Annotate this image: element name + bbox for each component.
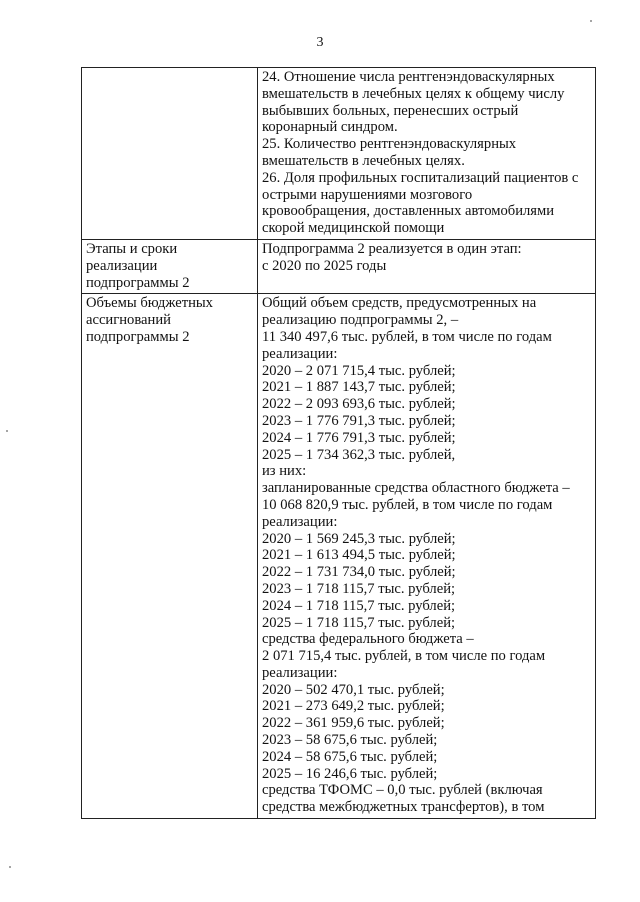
- text-line: вмешательств в лечебных целях.: [262, 152, 465, 169]
- text-line: реализацию подпрограммы 2, –: [262, 312, 459, 329]
- text-line: 2020 – 2 071 715,4 тыс. рублей;: [262, 362, 456, 379]
- text-line: Этапы и сроки: [86, 240, 178, 257]
- text-line: подпрограммы 2: [86, 328, 190, 345]
- text-line: вмешательств в лечебных целях к общему числу: [262, 85, 565, 102]
- text-line: 2023 – 58 675,6 тыс. рублей;: [262, 732, 438, 749]
- text-line: Подпрограмма 2 реализуется в один этап:: [262, 240, 522, 257]
- text-line: 2020 – 502 470,1 тыс. рублей;: [262, 681, 445, 698]
- passport-table: [81, 67, 596, 819]
- row-label-cell: [82, 239, 258, 293]
- scan-speck: [590, 20, 592, 22]
- scan-speck: [9, 866, 11, 868]
- text-line: 2024 – 58 675,6 тыс. рублей;: [262, 748, 438, 765]
- text-line: 26. Доля профильных госпитализаций пациентов с: [262, 169, 579, 186]
- text-line: 2021 – 273 649,2 тыс. рублей;: [262, 698, 445, 715]
- text-line: 2023 – 1 776 791,3 тыс. рублей;: [262, 412, 456, 429]
- text-line: реализации:: [262, 664, 338, 681]
- text-line: 2023 – 1 718 115,7 тыс. рублей;: [262, 580, 456, 597]
- text-line: 2025 – 1 734 362,3 тыс. рублей,: [262, 446, 456, 463]
- text-line: 2022 – 361 959,6 тыс. рублей;: [262, 715, 445, 732]
- page-number: 3: [316, 35, 324, 50]
- text-line: Общий объем средств, предусмотренных на: [262, 295, 537, 312]
- text-line: 2022 – 2 093 693,6 тыс. рублей;: [262, 396, 456, 413]
- text-line: с 2020 по 2025 годы: [262, 257, 387, 274]
- text-line: 2024 – 1 776 791,3 тыс. рублей;: [262, 429, 456, 446]
- scan-speck: [6, 430, 8, 432]
- text-line: средства федерального бюджета –: [262, 631, 474, 648]
- text-line: реализации:: [262, 513, 338, 530]
- text-line: из них:: [262, 463, 307, 480]
- table-row: [82, 68, 596, 240]
- text-line: 2021 – 1 613 494,5 тыс. рублей;: [262, 547, 456, 564]
- passport-table-body: [82, 68, 596, 819]
- text-line: 2025 – 1 718 115,7 тыс. рублей;: [262, 614, 456, 631]
- text-line: Объемы бюджетных: [86, 295, 213, 312]
- text-line: острыми нарушениями мозгового: [262, 186, 473, 203]
- text-line: средства ТФОМС – 0,0 тыс. рублей (включая: [262, 782, 543, 799]
- text-line: 2 071 715,4 тыс. рублей, в том числе по годам: [262, 648, 546, 665]
- row-content-cell: [258, 239, 596, 293]
- text-line: выбывших больных, перенесших острый: [262, 102, 519, 119]
- text-line: коронарный синдром.: [262, 119, 398, 136]
- text-line: средства межбюджетных трансфертов), в том: [262, 799, 545, 816]
- row-label-cell: [82, 294, 258, 819]
- text-line: запланированные средства областного бюджета –: [262, 480, 570, 497]
- row-content-cell: [258, 68, 596, 240]
- row-content-cell: [258, 294, 596, 819]
- text-line: 2021 – 1 887 143,7 тыс. рублей;: [262, 379, 456, 396]
- text-line: ассигнований: [86, 312, 171, 329]
- text-line: 2022 – 1 731 734,0 тыс. рублей;: [262, 564, 456, 581]
- text-line: 10 068 820,9 тыс. рублей, в том числе по годам: [262, 496, 553, 513]
- text-line: 2025 – 16 246,6 тыс. рублей;: [262, 765, 438, 782]
- text-line: 2024 – 1 718 115,7 тыс. рублей;: [262, 597, 456, 614]
- row-label-cell: [82, 68, 258, 240]
- text-line: 24. Отношение числа рентгенэндоваскулярных: [262, 69, 555, 85]
- text-line: реализации: [86, 257, 158, 274]
- table-row: [82, 239, 596, 293]
- text-line: кровообращения, доставленных автомобилями: [262, 203, 555, 220]
- text-line: 25. Количество рентгенэндоваскулярных: [262, 136, 517, 153]
- text-line: подпрограммы 2: [86, 274, 190, 291]
- text-line: реализации:: [262, 345, 338, 362]
- text-line: 2020 – 1 569 245,3 тыс. рублей;: [262, 530, 456, 547]
- table-row: [82, 294, 596, 819]
- text-line: скорой медицинской помощи: [262, 220, 445, 237]
- text-line: 11 340 497,6 тыс. рублей, в том числе по годам: [262, 328, 552, 345]
